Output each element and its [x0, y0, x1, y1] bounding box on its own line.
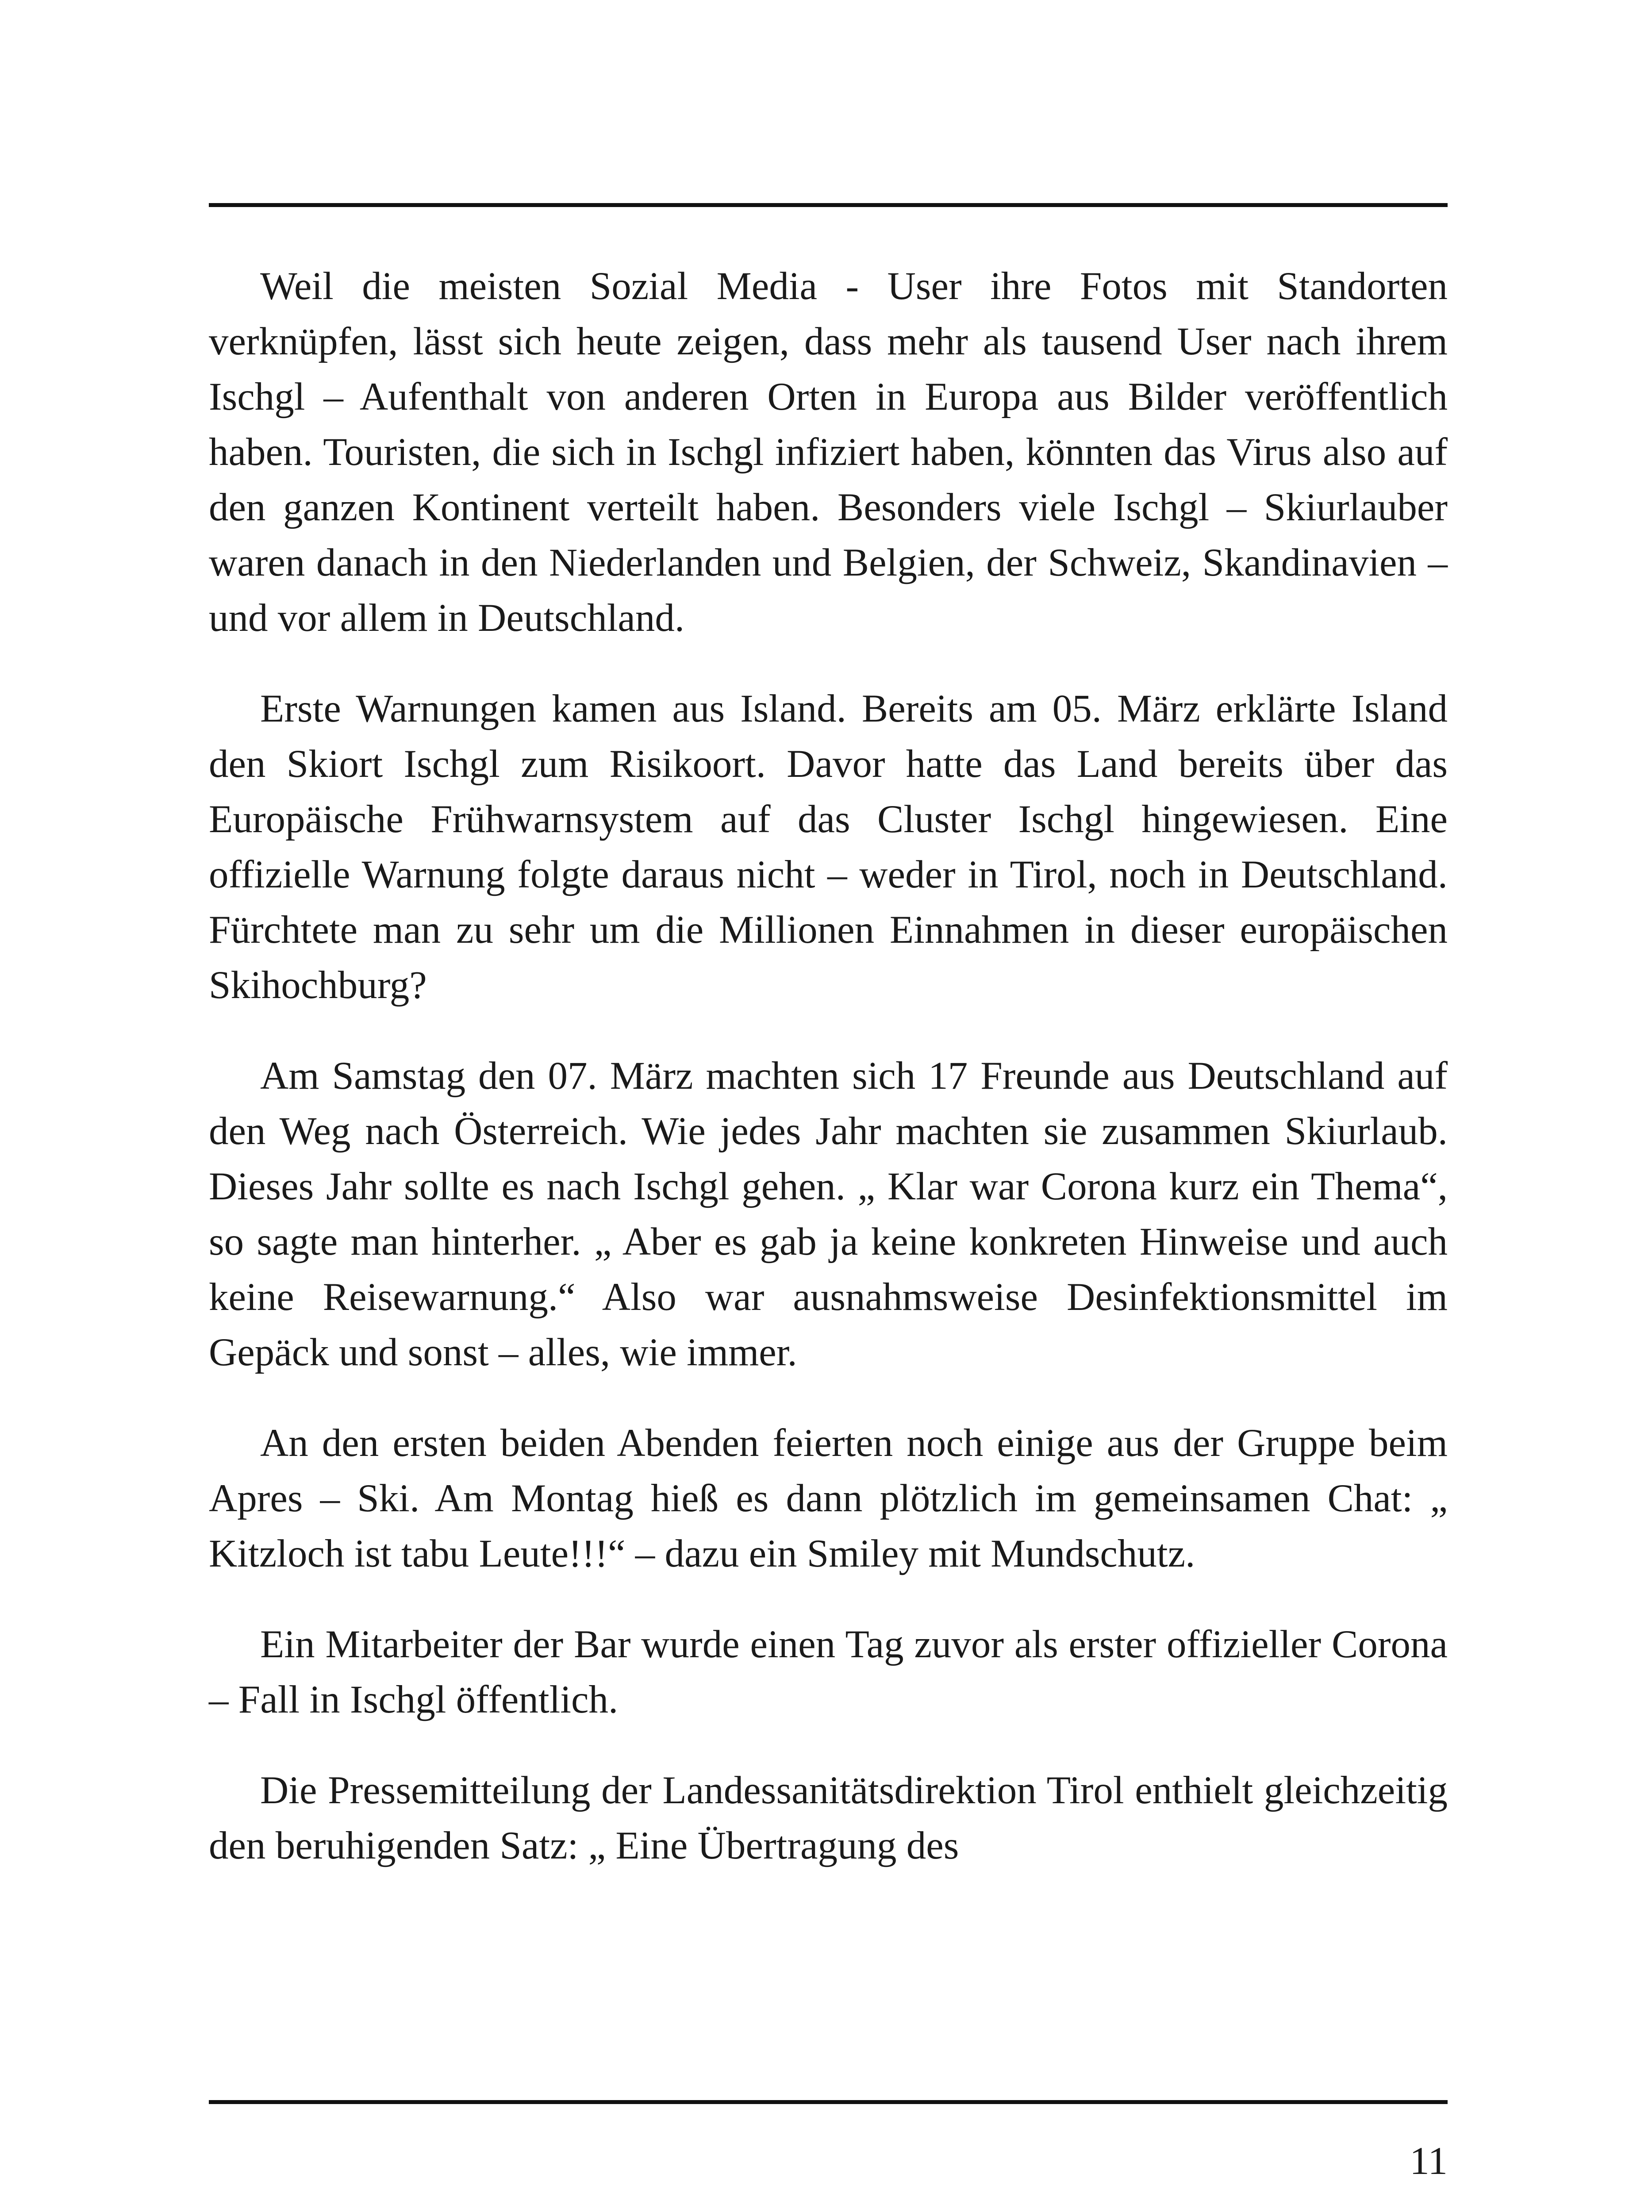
paragraph-4: An den ersten beiden Abenden feierten noch einige aus der Gruppe beim Apres – Ski. Am Montag hieß es dann plötzlich im gemeinsamen Chat: „ Kitzloch ist tabu Leute!!!“ – dazu ein Smiley mit Mundschutz. — [209, 1421, 1448, 1575]
page-number: 11 — [1410, 2139, 1448, 2183]
paragraph-3: Am Samstag den 07. März machten sich 17 Freunde aus Deutschland auf den Weg nach Österreich. Wie jedes Jahr machten sie zusammen Skiurlaub. Dieses Jahr sollte es nach Ischgl gehen. „ Klar war Corona kurz ein Thema“, so sagte man hinterher. „ Aber es gab ja keine konkreten Hinweise und auch keine Reisewarnung.“ Also war ausnahmsweise Desinfektionsmittel im Gepäck und sonst – alles, wie immer. — [209, 1054, 1448, 1374]
header-rule — [209, 203, 1448, 207]
body-text — [209, 259, 1448, 1874]
paragraph-2: Erste Warnungen kamen aus Island. Bereits am 05. März erklärte Island den Skiort Ischgl zum Risikoort. Davor hatte das Land bereits über das Europäische Frühwarnsystem auf das Cluster Ischgl hingewiesen. Eine offizielle Warnung folgte daraus nicht – weder in Tirol, noch in Deutschland. Fürchtete man zu sehr um die Millionen Einnahmen in dieser europäischen Skihochburg? — [209, 687, 1448, 1007]
paragraph-1: Weil die meisten Sozial Media - User ihre Fotos mit Standorten verknüpfen, lässt sich heute zeigen, dass mehr als tausend User nach ihrem Ischgl – Aufenthalt von anderen Orten in Europa aus Bilder veröffentlich haben. Touristen, die sich in Ischgl infiziert haben, könnten das Virus also auf den ganzen Kontinent verteilt haben. Besonders viele Ischgl – Skiurlauber waren danach in den Niederlanden und Belgien, der Schweiz, Skandinavien – und vor allem in Deutschland. — [209, 265, 1448, 640]
paragraph-6: Die Pressemitteilung der Landessanitätsdirektion Tirol enthielt gleichzeitig den beruhigenden Satz: „ Eine Übertragung des — [209, 1769, 1448, 1867]
footer-rule — [209, 2100, 1448, 2104]
paragraph-5: Ein Mitarbeiter der Bar wurde einen Tag zuvor als erster offizieller Corona – Fall in Ischgl öffentlich. — [209, 1623, 1448, 1721]
